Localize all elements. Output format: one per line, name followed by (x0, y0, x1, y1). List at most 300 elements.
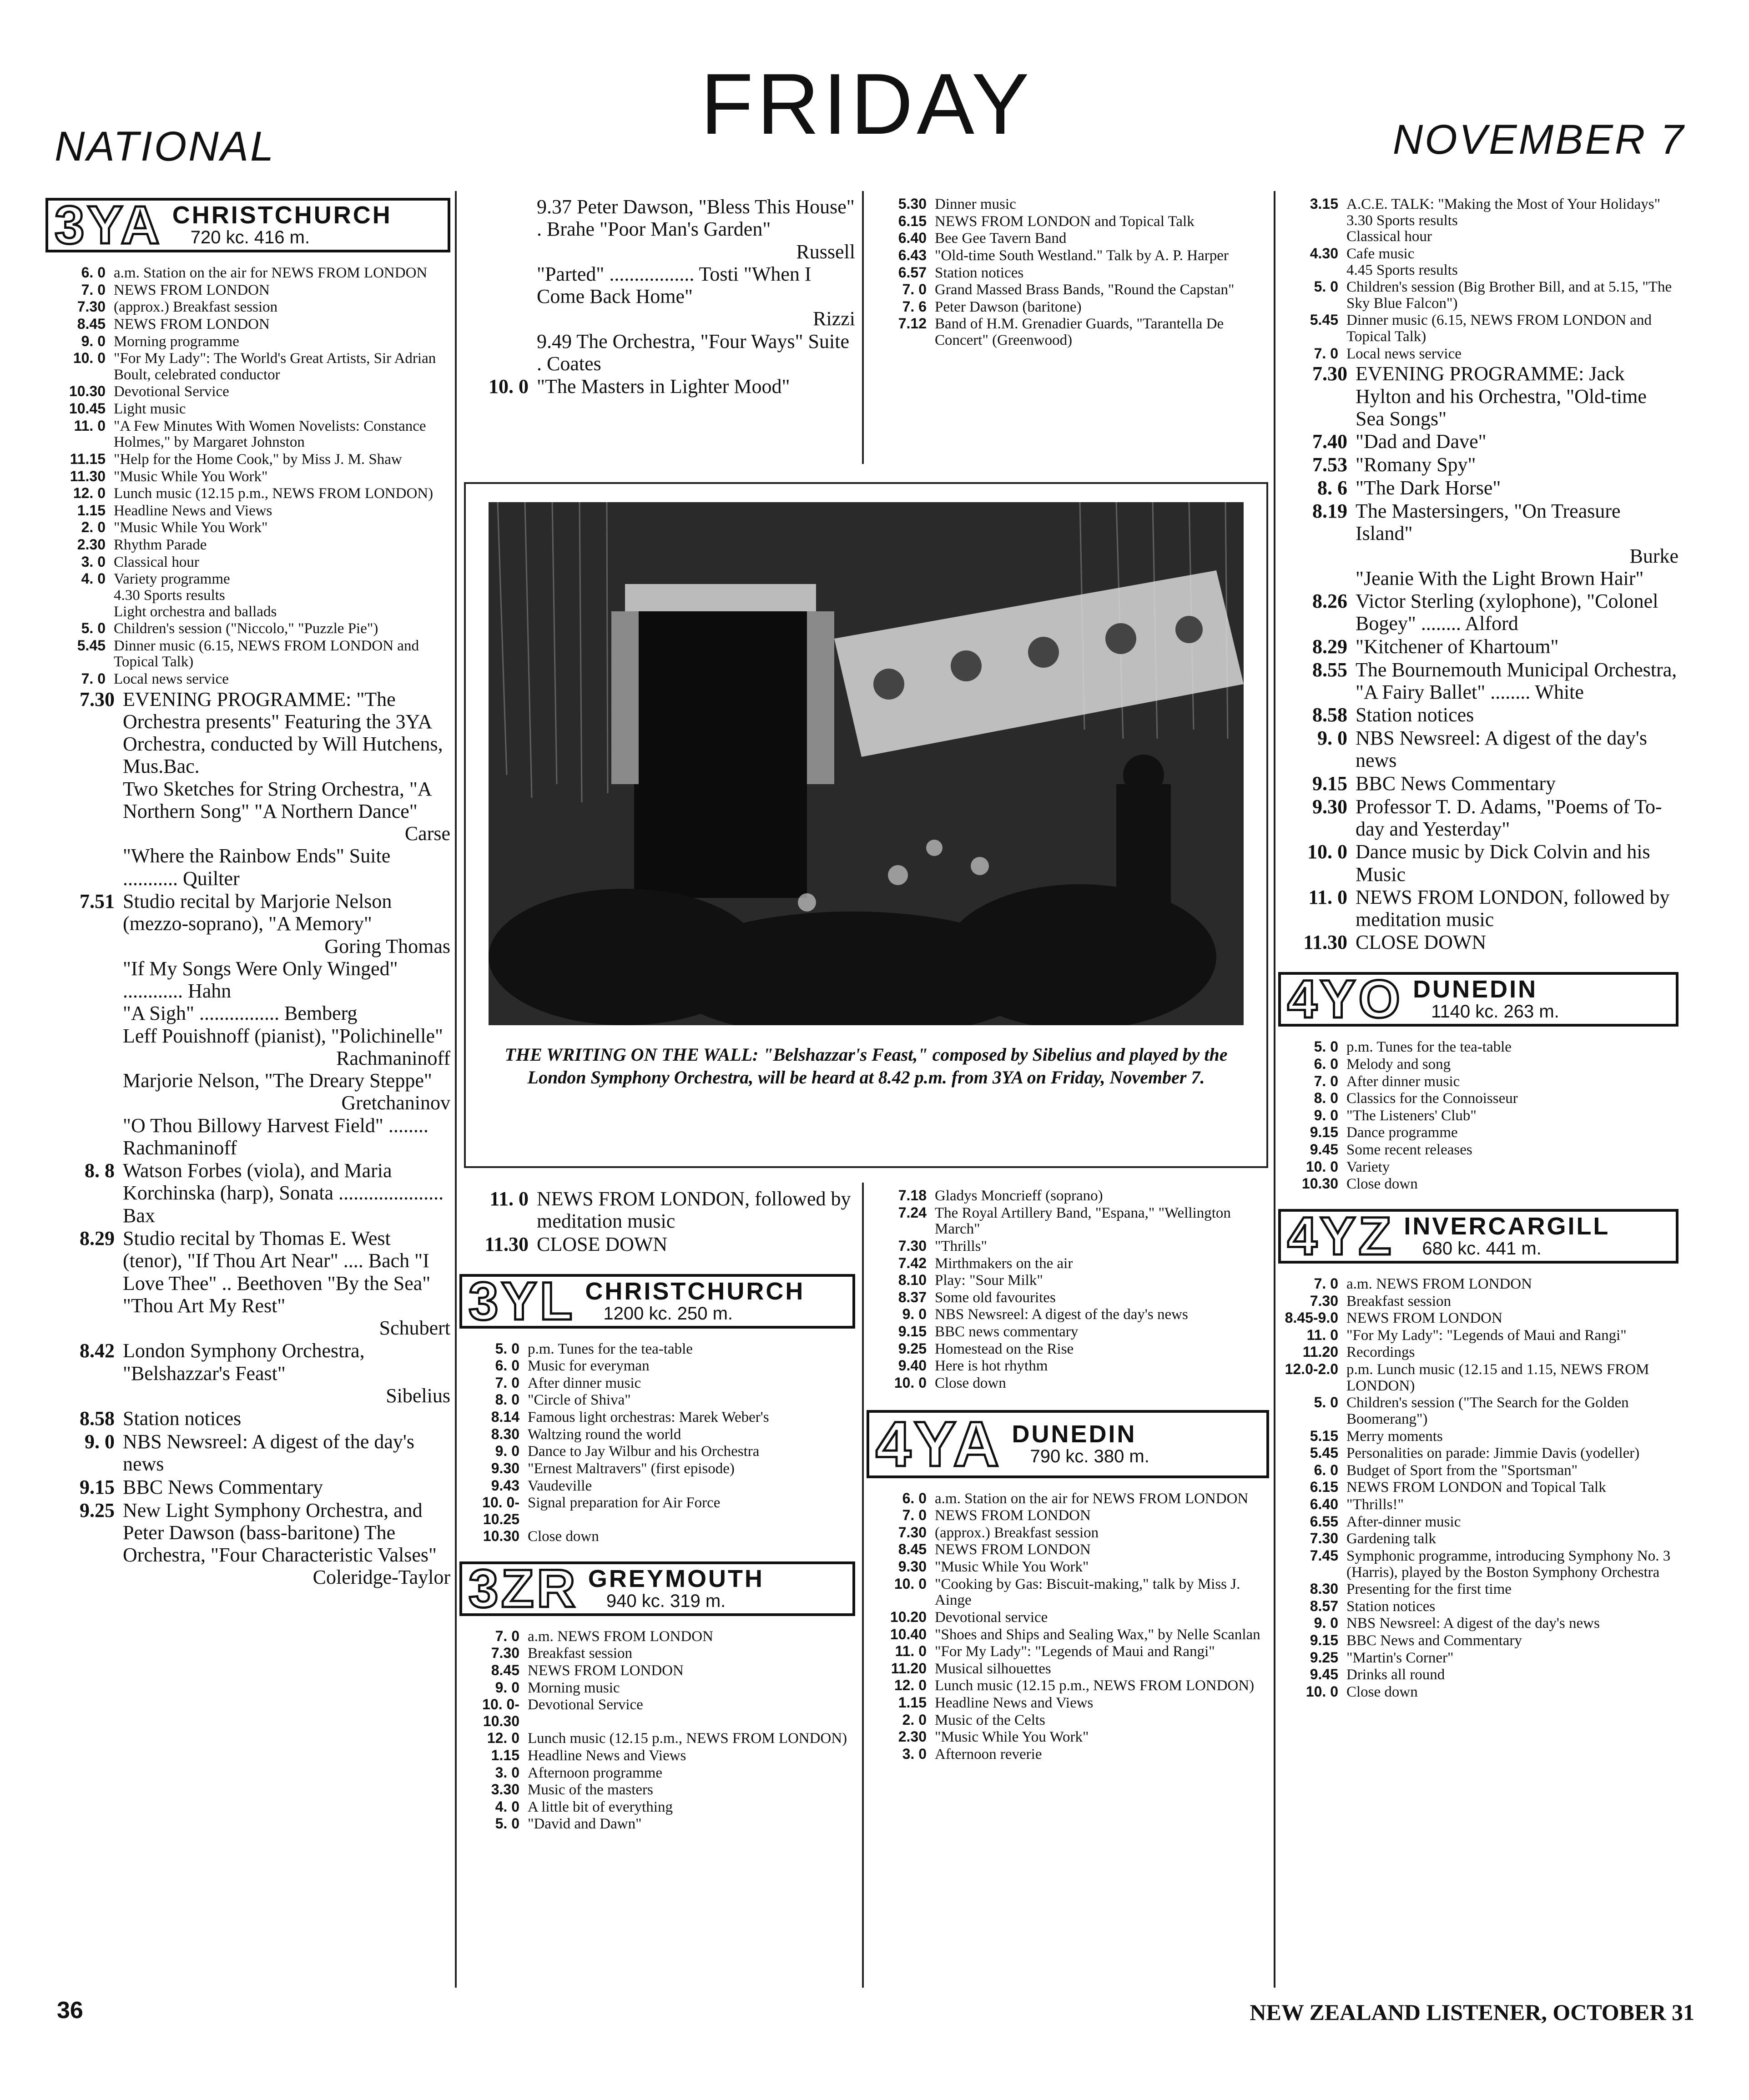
program-time: 5. 0 (495, 1340, 519, 1357)
program-text: "The Masters in Lighter Mood" (537, 375, 790, 398)
program-time: 8.45-9.0 (1285, 1309, 1338, 1326)
program-time: 11.20 (891, 1660, 927, 1677)
program-time: 3. 0 (81, 553, 106, 570)
program-text: Classical hour (114, 554, 199, 570)
program-text: Cafe music (1346, 245, 1415, 262)
program-text: After dinner music (1346, 1073, 1460, 1090)
program-time: 6.40 (898, 230, 927, 247)
program-title (1346, 196, 1678, 213)
program-text: Dinner music (6.15, NEWS FROM LONDON and Topical Talk) (114, 637, 419, 670)
program-text: "Shoes and Ships and Sealing Wax," by Nelle Scanlan (935, 1626, 1260, 1643)
page-header-date: NOVEMBER 7 (1392, 116, 1685, 163)
program-entry (867, 1609, 1269, 1626)
program-text: NEWS FROM LONDON (114, 316, 270, 332)
program-entry (867, 1541, 1269, 1558)
program-text: Music for everyman (528, 1358, 650, 1375)
program-entry (1278, 635, 1678, 658)
program-text: BBC News Commentary (1356, 772, 1556, 795)
program-time: 8.10 (898, 1272, 927, 1289)
station-call-sign: 3YA (55, 195, 162, 255)
program-entry (1278, 567, 1678, 589)
program-entry (45, 451, 450, 468)
program-title (528, 1680, 855, 1697)
program-entry (459, 1375, 855, 1392)
program-entry (459, 1494, 855, 1528)
program-time: 1.15 (491, 1747, 519, 1763)
program-time: 3.15 (1310, 196, 1338, 212)
program-text: Marjorie Nelson, "The Dreary Steppe" (123, 1069, 432, 1092)
program-time: 7.30 (898, 1524, 927, 1541)
program-title (114, 418, 450, 451)
program-entry (45, 570, 450, 588)
program-list-3zr-continued (867, 196, 1269, 349)
program-time: 9.25 (898, 1340, 927, 1357)
program-text: Lunch music (12.15 p.m., NEWS FROM LONDON) (528, 1730, 847, 1747)
program-entry (867, 1728, 1269, 1746)
program-time: 8.19 (1312, 500, 1347, 523)
program-text: Studio recital by Thomas E. West (tenor), "If Thou Art Near" .... Bach "I Love Thee" .. Beethoven "By the Sea" "Thou Art My Rest" (123, 1227, 431, 1317)
program-entry (1278, 1344, 1678, 1361)
program-entry (459, 1764, 855, 1782)
program-entry (1278, 1175, 1678, 1193)
program-time: 8. 8 (85, 1159, 115, 1182)
program-entry (867, 1643, 1269, 1660)
program-list-3ya-continued (459, 196, 855, 398)
program-entry (45, 554, 450, 571)
program-time: 9. 0 (495, 1679, 519, 1696)
program-entry (1278, 1666, 1678, 1683)
program-time: 6.55 (1310, 1513, 1338, 1530)
program-text: Studio recital by Marjorie Nelson (mezzo-soprano), "A Memory" (123, 890, 392, 935)
program-title (1346, 1125, 1678, 1141)
program-time: 7. 0 (1314, 1073, 1338, 1089)
program-text: Station notices (123, 1407, 242, 1430)
program-title (1356, 453, 1678, 476)
program-title (528, 1663, 855, 1679)
program-composer: Rizzi (813, 307, 855, 330)
program-text: Gladys Moncrieff (soprano) (935, 1188, 1103, 1204)
program-time: 11.20 (1302, 1344, 1338, 1360)
program-time: 7.42 (898, 1254, 927, 1271)
program-entry (1278, 1141, 1678, 1158)
program-text: "Ernest Maltravers" (first episode) (528, 1460, 735, 1477)
program-title (114, 604, 450, 620)
program-entry (1278, 196, 1678, 213)
program-title (935, 1712, 1269, 1729)
program-title (1346, 1599, 1678, 1615)
station-frequency: 1200 kc. 250 m. (603, 1303, 733, 1324)
program-text: Variety programme (114, 571, 230, 588)
program-time: 7. 0 (495, 1374, 519, 1391)
program-list-3ya-evening (45, 688, 450, 1589)
program-list-4ya-afternoon (1278, 196, 1678, 362)
program-time: 8.45 (77, 315, 106, 332)
station-frequency: 790 kc. 380 m. (1030, 1446, 1149, 1466)
program-time: 9.15 (1310, 1124, 1338, 1141)
program-text: Morning music (528, 1679, 620, 1696)
program-title (114, 282, 450, 299)
program-title (1346, 1091, 1678, 1107)
program-title (935, 1661, 1269, 1677)
program-entry (867, 1238, 1269, 1255)
program-time: 7.18 (898, 1187, 927, 1204)
program-title (528, 1427, 855, 1443)
program-title (1356, 886, 1678, 931)
program-entry (1278, 1683, 1678, 1701)
program-title (537, 330, 855, 375)
program-entry (1278, 1428, 1678, 1445)
program-title (528, 1358, 855, 1375)
program-entry (1278, 1581, 1678, 1598)
program-time: 5. 0 (1314, 1394, 1338, 1411)
program-composer: Goring Thomas (324, 935, 450, 957)
program-title (537, 263, 855, 330)
program-text: Breakfast session (1346, 1293, 1452, 1309)
program-time: 8.30 (491, 1425, 519, 1442)
program-text: "The Dark Horse" (1356, 477, 1501, 499)
station-call-sign: 3ZR (469, 1558, 578, 1619)
program-text: (approx.) Breakfast session (114, 299, 278, 316)
program-entry (1278, 499, 1678, 567)
program-entry (1278, 1632, 1678, 1649)
program-text: "Cooking by Gas: Biscuit-making," talk by Miss J. Ainge (935, 1576, 1240, 1609)
program-title (1346, 1039, 1678, 1056)
program-title (123, 778, 450, 845)
program-text: NEWS FROM LONDON, followed by meditation music (1356, 886, 1670, 931)
program-title (935, 1307, 1269, 1323)
program-entry (1278, 840, 1678, 886)
program-list-3zr (459, 1628, 855, 1833)
program-text: NEWS FROM LONDON (935, 1541, 1091, 1558)
program-title (114, 520, 450, 536)
program-title (114, 537, 450, 554)
program-entry (45, 536, 450, 554)
program-time: 3.30 (491, 1781, 519, 1798)
station-city: CHRISTCHURCH (172, 201, 392, 229)
program-text: p.m. Tunes for the tea-table (528, 1340, 693, 1357)
program-time: 8.45 (898, 1541, 927, 1558)
program-title (1346, 262, 1678, 279)
program-text: NEWS FROM LONDON (114, 282, 270, 298)
program-text: Classical hour (1346, 228, 1432, 245)
program-text: Professor T. D. Adams, "Poems of To-day and Yesterday" (1356, 795, 1662, 840)
program-text: "Circle of Shiva" (528, 1392, 631, 1409)
program-entry (867, 1204, 1269, 1238)
program-time: 9. 0 (902, 1306, 927, 1323)
program-time: 12. 0 (894, 1677, 927, 1694)
program-text: 4.30 Sports results (114, 587, 225, 604)
program-time: 8.14 (491, 1409, 519, 1425)
program-title (1346, 1159, 1678, 1176)
program-entry (1278, 1293, 1678, 1310)
program-time: 5.45 (1310, 312, 1338, 328)
program-text: Symphonic programme, introducing Symphony No. 3 (Harris), played by the Boston Symphony Orchestra (1346, 1547, 1671, 1581)
program-text: NEWS FROM LONDON (528, 1662, 684, 1679)
program-text: Afternoon reverie (935, 1746, 1042, 1763)
program-text: "Parted" ................. Tosti "When I Come Back Home" (537, 262, 811, 308)
program-time: 12. 0 (73, 485, 106, 502)
program-entry (45, 1430, 450, 1476)
program-text: "Jeanie With the Light Brown Hair" (1356, 567, 1644, 589)
program-time: 11. 0 (1306, 1326, 1338, 1343)
program-text: "Help for the Home Cook," by Miss J. M. Shaw (114, 451, 402, 468)
program-title (528, 1529, 855, 1545)
program-time: 9.15 (1312, 772, 1347, 795)
program-title (1346, 1650, 1678, 1667)
program-title (123, 1002, 450, 1024)
program-title (1346, 1531, 1678, 1547)
program-title (1356, 567, 1678, 589)
program-entry (1278, 1361, 1678, 1394)
column-3-top (867, 196, 1269, 349)
program-entry (1278, 245, 1678, 262)
program-text: Children's session (Big Brother Bill, and at 5.15, "The Sky Blue Falcon") (1346, 279, 1672, 312)
program-entry (459, 1460, 855, 1477)
program-time: 11. 0 (489, 1188, 529, 1210)
program-title (1346, 1057, 1678, 1073)
program-time: 7. 0 (1314, 1275, 1338, 1292)
program-title (114, 469, 450, 485)
program-text: Children's session ("Niccolo," "Puzzle Pie") (114, 620, 378, 637)
program-time: 9.15 (1310, 1632, 1338, 1649)
program-title (935, 1375, 1269, 1392)
program-time: 6.15 (1310, 1479, 1338, 1496)
program-entry (867, 1626, 1269, 1643)
program-text: Lunch music (12.15 p.m., NEWS FROM LONDON) (935, 1677, 1255, 1694)
program-entry (459, 375, 855, 398)
station-header-4yo (1278, 969, 1678, 1030)
program-title (1346, 1497, 1678, 1513)
program-entry (459, 330, 855, 375)
program-text: Station notices (1356, 704, 1474, 726)
program-entry (45, 1002, 450, 1024)
program-time: 9. 0 (495, 1443, 519, 1460)
program-entry (1278, 1275, 1678, 1293)
program-entry (45, 264, 450, 282)
column-divider (862, 191, 864, 464)
program-entry (1278, 1547, 1678, 1581)
program-title (935, 1205, 1269, 1238)
program-text: "Old-time South Westland." Talk by A. P. Harper (935, 247, 1229, 264)
program-title (1356, 590, 1678, 635)
program-entry (867, 1576, 1269, 1609)
program-time: 7. 0 (495, 1627, 519, 1644)
program-text: NEWS FROM LONDON (1346, 1310, 1502, 1327)
program-text: "Martin's Corner" (1346, 1649, 1454, 1666)
program-entry (45, 485, 450, 502)
program-entry (459, 1747, 855, 1764)
program-time: 7. 0 (1314, 345, 1338, 362)
program-time: 11.30 (70, 468, 106, 484)
program-text: Devotional Service (114, 383, 229, 400)
program-time: 10.20 (890, 1608, 927, 1625)
program-text: Light music (114, 401, 186, 417)
program-title (935, 214, 1269, 230)
program-entry (1278, 795, 1678, 841)
program-time: 8.58 (80, 1407, 115, 1430)
program-text: Classics for the Connoisseur (1346, 1090, 1518, 1107)
program-time: 8.57 (1310, 1597, 1338, 1614)
program-entry (45, 333, 450, 350)
program-composer: Sibelius (386, 1384, 450, 1407)
program-entry (867, 1507, 1269, 1524)
program-entry (45, 1407, 450, 1430)
program-title (1346, 1395, 1678, 1427)
program-time: 8. 0 (1314, 1090, 1338, 1107)
program-time: 7. 0 (81, 670, 106, 687)
program-title (123, 1499, 450, 1589)
program-title (123, 845, 450, 890)
program-time: 9.15 (80, 1476, 115, 1498)
program-time: 7.30 (491, 1645, 519, 1662)
program-entry (45, 637, 450, 670)
program-list-3yl (459, 1340, 855, 1545)
program-time: 7. 0 (902, 281, 927, 298)
program-text: Merry moments (1346, 1428, 1443, 1445)
program-time: 12.0-2.0 (1285, 1361, 1338, 1378)
program-text: "Dad and Dave" (1356, 430, 1487, 453)
program-text: CLOSE DOWN (537, 1233, 668, 1255)
program-time: 9.15 (898, 1323, 927, 1340)
program-title (123, 957, 450, 1002)
program-list-4yz (1278, 1275, 1678, 1701)
station-header-3ya (45, 195, 450, 255)
program-entry (867, 1255, 1269, 1272)
program-text: "Music While You Work" (114, 519, 268, 536)
program-text: 9.37 Peter Dawson, "Bless This House" . Brahe "Poor Man's Garden" (537, 196, 855, 241)
program-time: 10. 0 (1305, 1158, 1338, 1175)
program-title (123, 1069, 450, 1114)
program-entry (459, 1409, 855, 1426)
program-title (114, 317, 450, 333)
program-entry (459, 1443, 855, 1460)
program-title (935, 1188, 1269, 1204)
program-entry (459, 1730, 855, 1747)
program-title (1346, 1445, 1678, 1462)
program-text: Two Sketches for String Orchestra, "A Northern Song" "A Northern Dance" (123, 777, 431, 822)
program-time: 9.40 (898, 1357, 927, 1374)
program-title (114, 486, 450, 502)
station-frequency: 680 kc. 441 m. (1422, 1238, 1542, 1259)
program-text: Vaudeville (528, 1477, 592, 1494)
station-city: DUNEDIN (1012, 1420, 1137, 1448)
program-time: 5.45 (1310, 1445, 1338, 1461)
program-text: a.m. Station on the air for NEWS FROM LONDON (935, 1490, 1249, 1507)
program-time: 10. 0-10.25 (482, 1494, 519, 1528)
program-text: Victor Sterling (xylophone), "Colonel Bogey" ........ Alford (1356, 590, 1658, 635)
program-title (1346, 1429, 1678, 1445)
program-text: "For My Lady": The World's Great Artists, Sir Adrian Boult, celebrated conductor (114, 350, 436, 383)
program-time: 8.30 (1310, 1581, 1338, 1597)
program-entry (1278, 703, 1678, 726)
program-title (935, 1324, 1269, 1340)
program-entry (459, 1426, 855, 1443)
program-title (1346, 1328, 1678, 1344)
program-title (1346, 312, 1678, 345)
program-title (935, 265, 1269, 282)
program-text: Recordings (1346, 1344, 1415, 1361)
program-time: 6. 0 (495, 1357, 519, 1374)
program-title (1356, 635, 1678, 658)
program-entry (1278, 362, 1678, 430)
program-entry (1278, 1394, 1678, 1427)
program-entry (867, 1272, 1269, 1289)
program-title (1346, 1684, 1678, 1701)
program-text: After dinner music (528, 1375, 641, 1391)
program-time: 6.15 (898, 212, 927, 229)
program-entry (1278, 1124, 1678, 1141)
program-title (935, 231, 1269, 247)
program-text: A little bit of everything (528, 1798, 673, 1815)
program-text: Band of H.M. Grenadier Guards, "Tarantella De Concert" (Greenwood) (935, 316, 1224, 348)
program-text: p.m. Lunch music (12.15 and 1.15, NEWS FROM LONDON) (1346, 1361, 1649, 1394)
program-time: 10. 0 (1307, 841, 1347, 863)
program-composer: Carse (404, 822, 450, 845)
program-time: 10. 0 (894, 1374, 927, 1391)
program-entry (45, 418, 450, 451)
program-text: Music of the masters (528, 1782, 653, 1798)
program-text: The Bournemouth Municipal Orchestra, "A Fairy Ballet" ........ White (1356, 658, 1677, 703)
program-entry (45, 350, 450, 383)
program-text: Waltzing round the world (528, 1426, 681, 1443)
program-time: 7.30 (80, 688, 115, 710)
program-title (1346, 246, 1678, 262)
program-entry (459, 1781, 855, 1798)
program-entry (45, 1227, 450, 1339)
program-time: 9.45 (1310, 1666, 1338, 1683)
program-composer: Russell (796, 240, 855, 263)
program-time: 8.58 (1312, 704, 1347, 726)
program-title (1346, 1548, 1678, 1581)
program-title (935, 1627, 1269, 1643)
program-entry (1278, 476, 1678, 499)
program-time: 12. 0 (487, 1730, 519, 1747)
program-time: 4. 0 (81, 570, 106, 587)
program-time: 7.12 (898, 315, 927, 332)
program-entry (1278, 1615, 1678, 1632)
program-entry (1278, 1090, 1678, 1107)
program-text: Rhythm Parade (114, 537, 207, 553)
column-2-top (459, 196, 855, 398)
program-title (1356, 796, 1678, 841)
program-text: EVENING PROGRAMME: Jack Hylton and his Orchestra, "Old-time Sea Songs" (1356, 363, 1647, 430)
program-title (935, 1559, 1269, 1576)
program-entry (867, 1524, 1269, 1541)
program-text: Devotional service (935, 1609, 1048, 1626)
program-text: Some recent releases (1346, 1142, 1472, 1158)
program-time: 9. 0 (85, 1430, 115, 1453)
program-time: 1.15 (77, 502, 106, 519)
program-entry (459, 1662, 855, 1679)
program-text: "The Listeners' Club" (1346, 1107, 1477, 1124)
program-time: 6. 0 (902, 1490, 927, 1506)
program-entry (45, 1499, 450, 1589)
program-text: Homestead on the Rise (935, 1340, 1074, 1357)
program-title (935, 248, 1269, 264)
station-call-sign: 4YO (1287, 969, 1403, 1030)
program-title (1346, 1294, 1678, 1310)
program-title (528, 1461, 855, 1477)
program-time: 10. 0 (489, 375, 529, 398)
program-list-3ya-day (45, 264, 450, 688)
program-text: Light orchestra and ballads (114, 603, 277, 620)
program-text: BBC News and Commentary (1346, 1632, 1522, 1649)
program-title (528, 1495, 855, 1511)
program-title (1346, 1514, 1678, 1531)
column-1 (45, 195, 450, 1589)
program-entry (867, 1712, 1269, 1729)
program-text: Lunch music (12.15 p.m., NEWS FROM LONDON) (114, 485, 433, 502)
